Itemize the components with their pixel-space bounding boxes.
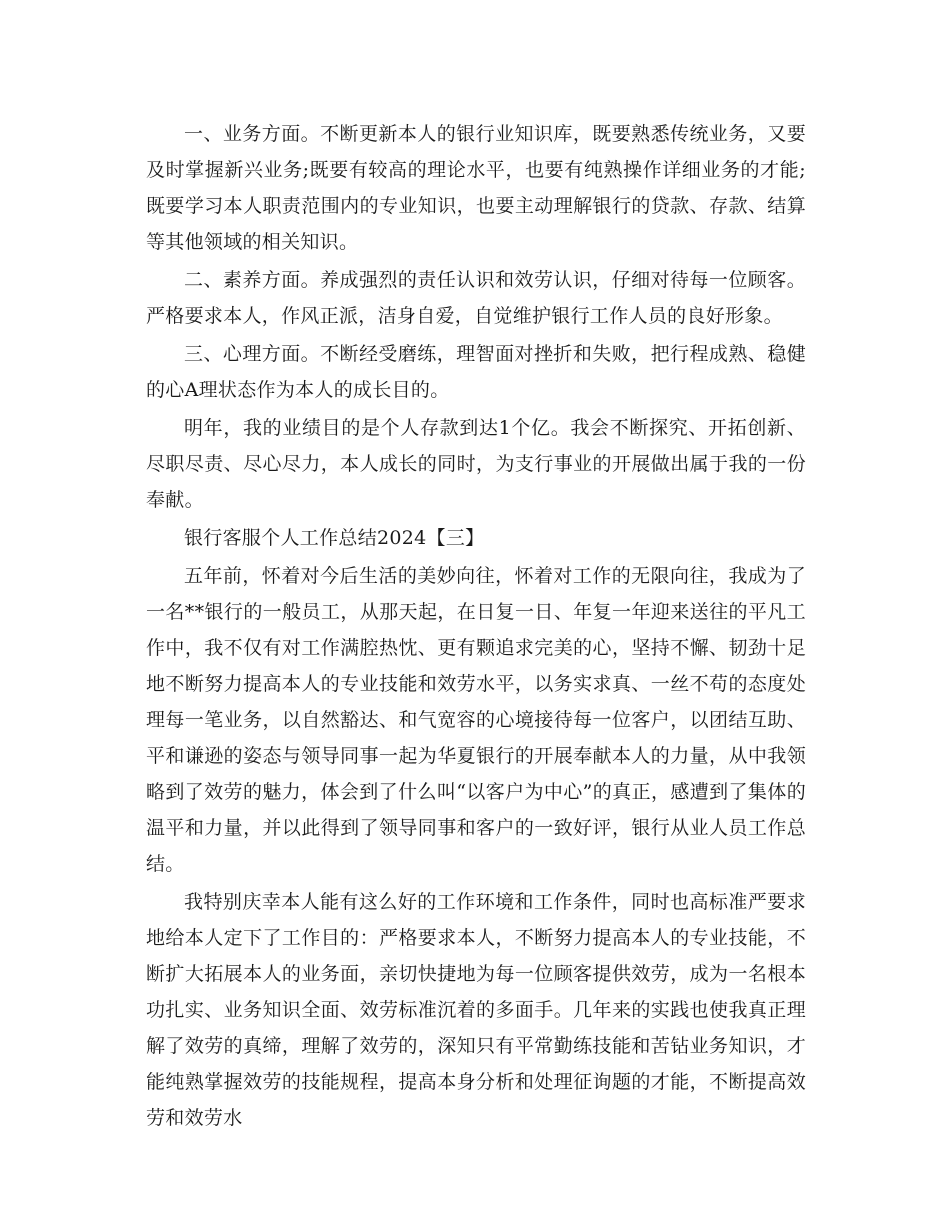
paragraph-business: 一、业务方面。不断更新本人的银行业知识库，既要熟悉传统业务，又要及时掌握新兴业务;既要有较高的理论水平，也要有纯熟操作详细业务的才能;既要学习本人职责范围内的专业知识，也要主动理解银行的贷款、存款、结算等其他领域的相关知识。: [146, 123, 806, 253]
paragraph-work-goal: 我特别庆幸本人能有这么好的工作环境和工作条件，同时也高标准严要求地给本人定下了工作目的：严格要求本人，不断努力提高本人的专业技能，不断扩大拓展本人的业务面，亲切快捷地为每一位顾客提供效劳，成为一名根本功扎实、业务知识全面、效劳标准沉着的多面手。几年来的实践也使我真正理解了效劳的真缔，理解了效劳的，深知只有平常勤练技能和苦钻业务知识，才能纯熟掌握效劳的技能规程，提高本身分析和处理征询题的才能，不断提高效劳和效劳水: [146, 891, 806, 1129]
paragraph-psychology: 三、心理方面。不断经受磨练，理智面对挫折和失败，把行程成熟、稳健的心A理状态作为本人的成长目的。: [146, 343, 806, 401]
paragraph-quality: 二、素养方面。养成强烈的责任认识和效劳认识，仔细对待每一位顾客。严格要求本人，作风正派，洁身自爱，自觉维护银行工作人员的良好形象。: [146, 269, 806, 327]
document-body: [146, 116, 806, 1138]
paragraph-goal: 明年，我的业绩目的是个人存款到达1个亿。我会不断探究、开拓创新、尽职尽责、尽心尽力，本人成长的同时，为支行事业的开展做出属于我的一份奉献。: [146, 417, 806, 511]
section-title: 银行客服个人工作总结2024【三】: [184, 527, 485, 549]
paragraph-five-years: 五年前，怀着对今后生活的美妙向往，怀着对工作的无限向往，我成为了一名**银行的一般员工，从那天起，在日复一日、年复一年迎来送往的平凡工作中，我不仅有对工作满腔热忱、更有颗追求完美的心，坚持不懈、韧劲十足地不断努力提高本人的专业技能和效劳水平，以务实求真、一丝不苟的态度处理每一笔业务，以自然豁达、和气宽容的心境接待每一位客户，以团结互助、平和谦逊的姿态与领导同事一起为华夏银行的开展奉献本人的力量，从中我领略到了效劳的魅力，体会到了什么叫“以客户为中心”的真正，感遭到了集体的温平和力量，并以此得到了领导同事和客户的一致好评，银行从业人员工作总结。: [146, 565, 806, 875]
